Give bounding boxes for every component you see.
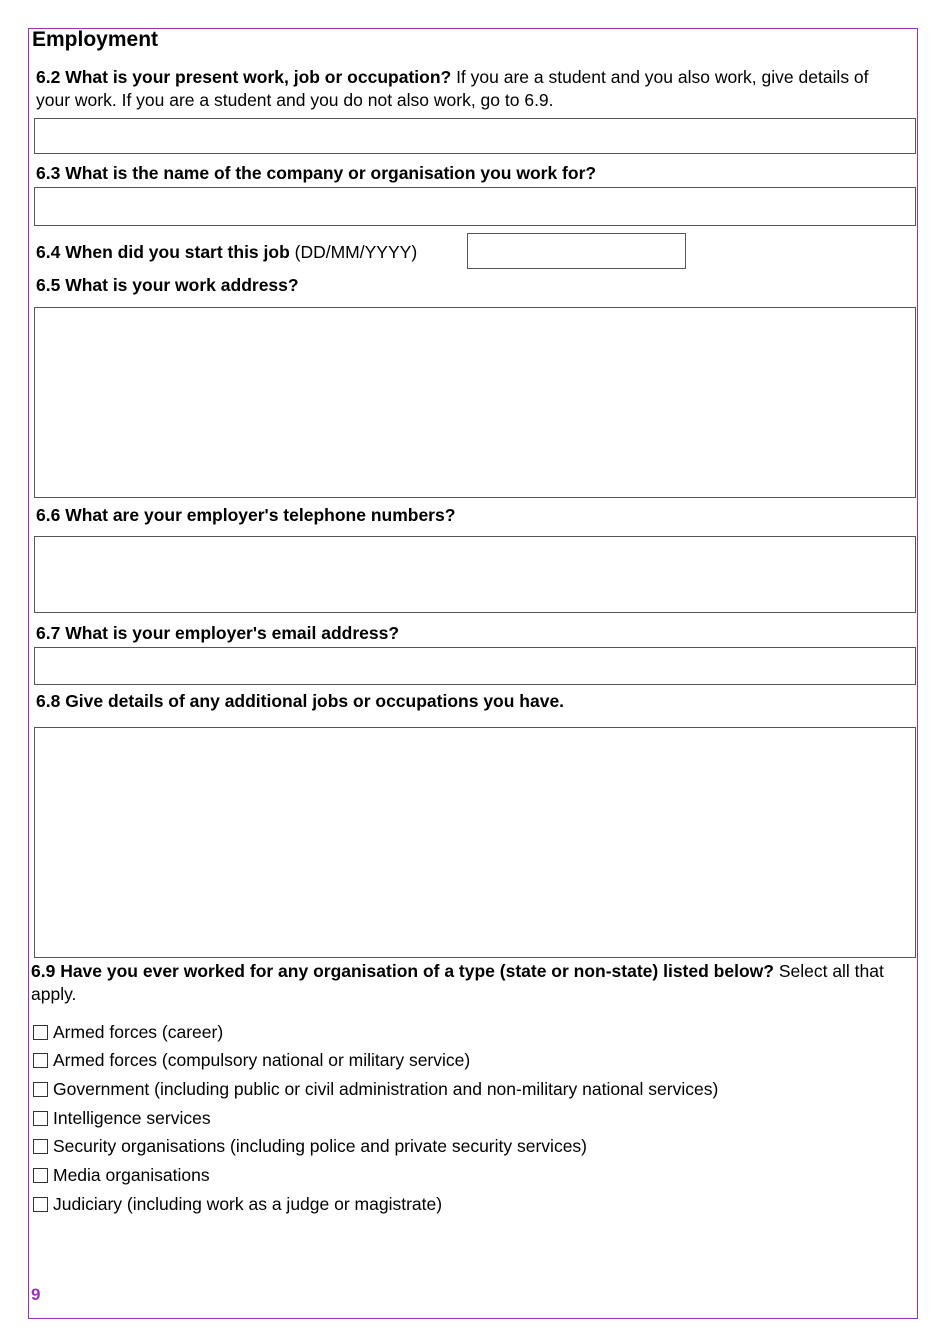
question-6-5-label: 6.5 What is your work address? [36, 275, 299, 295]
company-name-field[interactable] [34, 187, 916, 226]
question-6-6 [36, 504, 455, 527]
question-6-9-label: 6.9 Have you ever worked for any organisation of a type (state or non-state) listed below? [31, 961, 774, 981]
option-intelligence-services[interactable] [33, 1107, 211, 1129]
question-6-4 [36, 241, 417, 264]
question-6-9-instructions: Select all that apply. [31, 961, 884, 1004]
question-6-3-label: 6.3 What is the name of the company or organisation you work for? [36, 163, 597, 183]
question-6-7-label: 6.7 What is your employer's email address? [36, 623, 400, 643]
option-armed-forces-career[interactable] [33, 1021, 223, 1043]
question-6-6-label: 6.6 What are your employer's telephone numbers? [36, 505, 456, 525]
question-6-2-label: 6.2 What is your present work, job or occupation? [36, 67, 452, 87]
checkbox[interactable] [33, 1053, 48, 1068]
question-6-9 [31, 960, 913, 1006]
question-6-4-label: 6.4 When did you start this job [36, 242, 290, 262]
section-title: Employment [32, 28, 159, 51]
question-6-7 [36, 622, 399, 645]
employer-telephone-field[interactable] [34, 536, 916, 613]
present-work-field[interactable] [34, 118, 916, 154]
option-label: Security organisations (including police and private security services) [53, 1136, 587, 1156]
option-label: Armed forces (career) [53, 1022, 224, 1042]
question-6-3 [36, 162, 596, 185]
question-6-5 [36, 274, 299, 297]
checkbox[interactable] [33, 1197, 48, 1212]
option-media-organisations[interactable] [33, 1164, 210, 1186]
checkbox[interactable] [33, 1168, 48, 1183]
checkbox[interactable] [33, 1139, 48, 1154]
option-label: Media organisations [53, 1165, 210, 1185]
option-security-organisations[interactable] [33, 1135, 587, 1157]
additional-jobs-field[interactable] [34, 727, 916, 958]
question-6-2 [36, 66, 896, 112]
option-judiciary[interactable] [33, 1193, 442, 1215]
option-label: Armed forces (compulsory national or military service) [53, 1050, 471, 1070]
question-6-4-date-format: (DD/MM/YYYY) [289, 242, 418, 262]
checkbox[interactable] [33, 1111, 48, 1126]
option-label: Judiciary (including work as a judge or magistrate) [53, 1194, 443, 1214]
job-start-date-field[interactable] [467, 233, 686, 269]
question-6-8 [36, 690, 564, 713]
question-6-8-label: 6.8 Give details of any additional jobs or occupations you have. [36, 691, 565, 711]
checkbox[interactable] [33, 1082, 48, 1097]
option-label: Government (including public or civil administration and non-military national services) [53, 1079, 719, 1099]
page-number: 9 [31, 1285, 41, 1304]
question-6-2-instructions: If you are a student and you also work, give details of your work. If you are a student and you do not also work, go to 6.9. [36, 67, 869, 110]
option-label: Intelligence services [53, 1108, 211, 1128]
option-government[interactable] [33, 1078, 718, 1100]
option-armed-forces-compulsory[interactable] [33, 1049, 470, 1071]
employer-email-field[interactable] [34, 647, 916, 685]
checkbox[interactable] [33, 1025, 48, 1040]
work-address-field[interactable] [34, 307, 916, 498]
